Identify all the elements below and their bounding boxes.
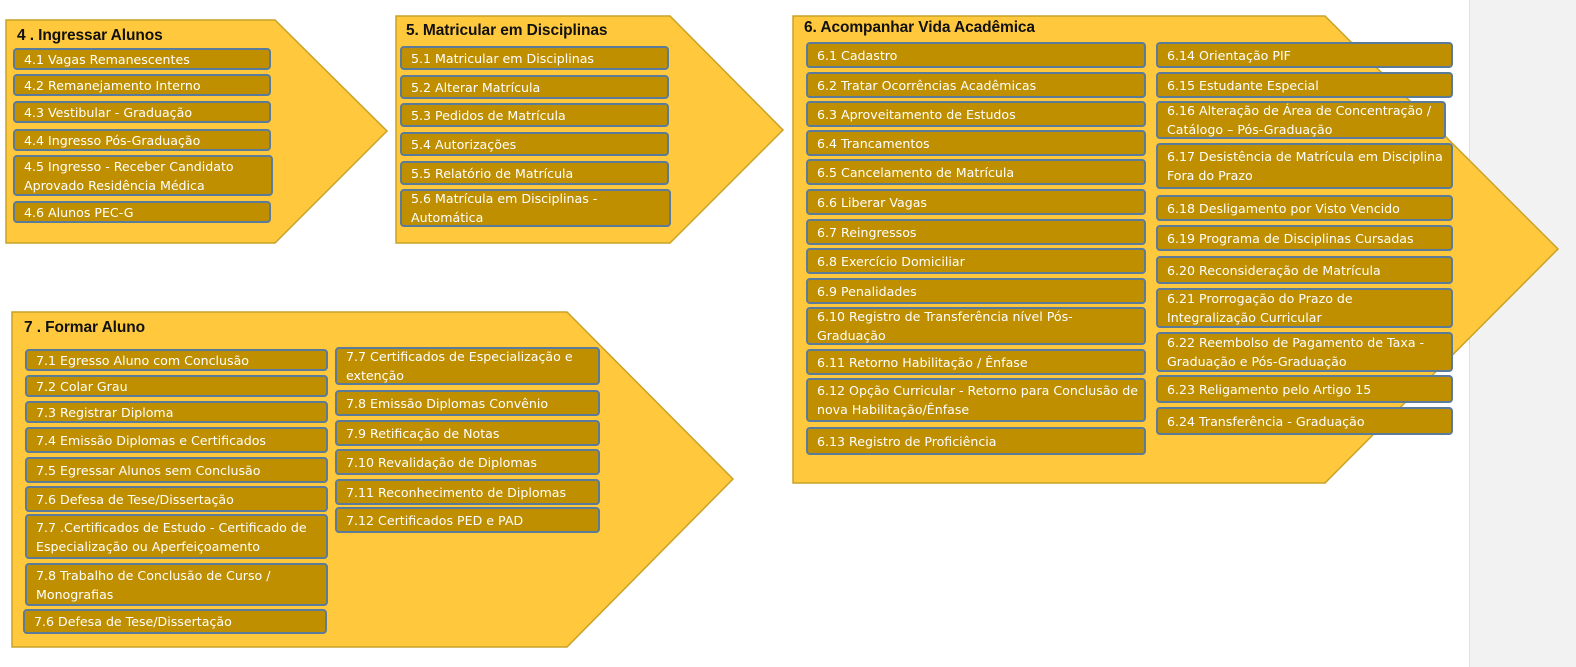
process-box[interactable] — [25, 375, 328, 397]
process-label: 6.16 Alteração de Área de Concentração / Catálogo – Pós-Graduação — [1167, 103, 1432, 137]
process-label: 6.3 Aproveitamento de Estudos — [817, 106, 1016, 122]
process-label: 6.24 Transferência - Graduação — [1167, 413, 1365, 429]
process-box[interactable] — [335, 347, 600, 385]
process-label: 7.7 Certificados de Especialização e extenção — [346, 349, 573, 383]
process-box[interactable] — [1156, 72, 1453, 98]
process-box[interactable] — [400, 46, 669, 70]
process-box[interactable] — [806, 349, 1146, 375]
process-label: 6.20 Reconsideração de Matrícula — [1167, 262, 1381, 278]
process-label: 6.19 Programa de Disciplinas Cursadas — [1167, 230, 1414, 246]
process-box[interactable] — [806, 159, 1146, 185]
process-box[interactable] — [806, 42, 1146, 68]
process-label: 6.23 Religamento pelo Artigo 15 — [1167, 381, 1372, 397]
process-label: 4.5 Ingresso - Receber Candidato Aprovado Residência Médica — [24, 158, 234, 193]
process-box[interactable] — [400, 189, 671, 227]
process-box[interactable] — [25, 486, 328, 512]
process-box[interactable] — [335, 390, 600, 416]
process-box[interactable] — [23, 609, 327, 634]
process-box[interactable] — [1156, 101, 1446, 139]
process-box[interactable] — [806, 378, 1146, 422]
process-box[interactable] — [335, 507, 600, 533]
process-label: 6.4 Trancamentos — [817, 135, 930, 151]
process-box[interactable] — [400, 75, 669, 99]
process-label: 6.9 Penalidades — [817, 283, 917, 299]
process-label: 7.4 Emissão Diplomas e Certificados — [36, 432, 266, 448]
process-box[interactable] — [25, 427, 328, 453]
process-box[interactable] — [335, 449, 600, 475]
process-box[interactable] — [806, 219, 1146, 245]
process-box[interactable] — [1156, 42, 1453, 68]
process-label: 5.2 Alterar Matrícula — [411, 79, 541, 95]
section-title-formar: 7 . Formar Aluno — [24, 319, 145, 336]
process-label: 6.5 Cancelamento de Matrícula — [817, 164, 1015, 180]
process-label: 4.6 Alunos PEC-G — [24, 204, 134, 220]
process-label: 5.1 Matricular em Disciplinas — [411, 50, 594, 66]
process-label: 6.22 Reembolso de Pagamento de Taxa - Graduação e Pós-Graduação — [1167, 335, 1425, 369]
process-label: 6.21 Prorrogação do Prazo de Integralização Curricular — [1167, 291, 1353, 325]
process-box[interactable] — [25, 563, 328, 606]
process-label: 4.3 Vestibular - Graduação — [24, 104, 193, 120]
process-box[interactable] — [806, 278, 1146, 304]
process-box[interactable] — [335, 420, 600, 446]
process-box[interactable] — [13, 74, 271, 96]
process-box[interactable] — [806, 248, 1146, 274]
process-box[interactable] — [13, 129, 271, 151]
process-box[interactable] — [806, 130, 1146, 156]
process-box[interactable] — [400, 161, 669, 185]
process-label: 6.11 Retorno Habilitação / Ênfase — [817, 354, 1028, 370]
process-box[interactable] — [1156, 407, 1453, 435]
process-box[interactable] — [400, 103, 669, 127]
process-label: 7.6 Defesa de Tese/Dissertação — [34, 614, 232, 629]
process-label: 7.10 Revalidação de Diplomas — [346, 454, 537, 470]
process-label: 6.18 Desligamento por Visto Vencido — [1167, 200, 1400, 216]
process-box[interactable] — [25, 349, 328, 371]
process-box[interactable] — [1156, 143, 1453, 189]
process-label: 4.1 Vagas Remanescentes — [24, 51, 190, 67]
section-title-acompanhar: 6. Acompanhar Vida Acadêmica — [804, 19, 1035, 36]
process-label: 6.15 Estudante Especial — [1167, 77, 1319, 93]
process-box[interactable] — [13, 101, 271, 123]
process-label: 7.2 Colar Grau — [36, 378, 128, 394]
process-label: 4.2 Remanejamento Interno — [24, 77, 201, 93]
process-label: 6.1 Cadastro — [817, 47, 898, 63]
process-label: 6.6 Liberar Vagas — [817, 194, 927, 210]
process-box[interactable] — [1156, 256, 1453, 284]
process-label: 5.3 Pedidos de Matrícula — [411, 107, 566, 123]
process-box[interactable] — [400, 132, 669, 156]
process-label: 5.5 Relatório de Matrícula — [411, 165, 574, 181]
process-label: 7.6 Defesa de Tese/Dissertação — [36, 491, 234, 507]
process-label: 6.13 Registro de Proficiência — [817, 433, 997, 449]
process-box[interactable] — [1156, 288, 1453, 328]
process-box[interactable] — [1156, 225, 1453, 251]
process-box[interactable] — [25, 457, 328, 483]
process-label: 7.11 Reconhecimento de Diplomas — [346, 484, 567, 500]
process-label: 7.8 Trabalho de Conclusão de Curso / Monografias — [36, 567, 271, 602]
process-label: 6.14 Orientação PIF — [1167, 47, 1291, 63]
process-box[interactable] — [25, 514, 328, 559]
process-box[interactable] — [13, 48, 271, 70]
process-box[interactable] — [1156, 375, 1453, 403]
process-label: 5.4 Autorizações — [411, 136, 517, 152]
process-label: 6.2 Tratar Ocorrências Acadêmicas — [817, 77, 1037, 93]
process-box[interactable] — [806, 427, 1146, 455]
process-label: 7.8 Emissão Diplomas Convênio — [346, 395, 549, 411]
process-label: 6.10 Registro de Transferência nível Pós-Graduação — [817, 309, 1073, 343]
process-box[interactable] — [806, 189, 1146, 215]
process-label: 6.8 Exercício Domiciliar — [817, 253, 965, 269]
process-label: 7.12 Certificados PED e PAD — [346, 512, 524, 528]
process-box[interactable] — [806, 101, 1146, 127]
process-label: 7.7 .Certificados de Estudo - Certificado de Especialização ou Aperfeiçoamento — [36, 519, 307, 554]
process-box[interactable] — [806, 307, 1146, 345]
section-title-matricular: 5. Matricular em Disciplinas — [406, 22, 608, 39]
process-label: 5.6 Matrícula em Disciplinas - Automática — [411, 191, 598, 225]
process-label: 6.7 Reingressos — [817, 224, 917, 240]
process-box[interactable] — [806, 72, 1146, 98]
process-label: 7.5 Egressar Alunos sem Conclusão — [36, 462, 261, 478]
process-label: 7.9 Retificação de Notas — [346, 425, 500, 441]
process-box[interactable] — [25, 401, 328, 423]
process-box[interactable] — [335, 479, 600, 505]
process-box[interactable] — [13, 201, 271, 223]
process-label: 6.17 Desistência de Matrícula em Disciplina Fora do Prazo — [1167, 149, 1443, 183]
process-label: 6.12 Opção Curricular - Retorno para Conclusão de nova Habilitação/Ênfase — [817, 383, 1139, 417]
process-box[interactable] — [1156, 332, 1453, 372]
section-title-ingressar: 4 . Ingressar Alunos — [17, 27, 163, 44]
process-box[interactable] — [1156, 195, 1453, 221]
process-label: 7.1 Egresso Aluno com Conclusão — [36, 352, 250, 368]
process-label: 7.3 Registrar Diploma — [36, 404, 174, 420]
process-box[interactable] — [13, 155, 273, 196]
process-label: 4.4 Ingresso Pós-Graduação — [24, 132, 201, 148]
